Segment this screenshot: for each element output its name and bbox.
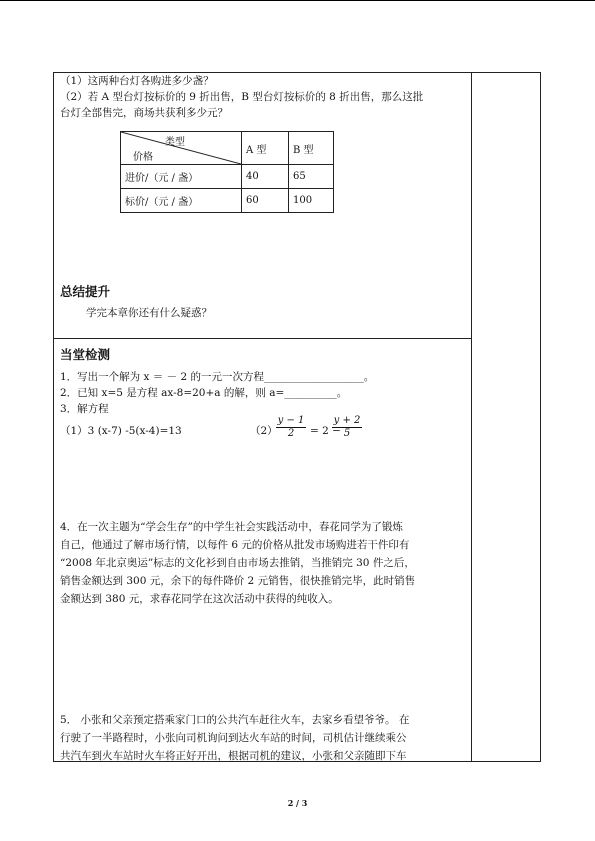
check-item-1: 1．写出一个解为 x ＝ － 2 的一元一次方程___________________。 (60, 371, 375, 383)
summary-heading: 总结提升 (60, 284, 111, 299)
header-rule (0, 0, 595, 1)
problem-5-line: 5． 小张和父亲预定搭乘家门口的公共汽车赶往火车，去家乡看望爷爷。 在 (60, 714, 410, 726)
question-2-line2: 台灯全部售完，商场共获利多少元？ (60, 107, 228, 119)
fraction-left-denominator: 2 (276, 427, 306, 439)
row-value-b: 100 (289, 189, 334, 213)
row-label: 进价/（元 / 盏） (121, 165, 242, 189)
header-type: 类型 (165, 137, 185, 148)
header-col-b: B 型 (289, 132, 334, 165)
notes-column-divider (471, 72, 472, 762)
check-item-2: 2．已知 x=5 是方程 ax-8=20+a 的解，则 a=__________。 (60, 387, 348, 399)
section-divider (53, 338, 471, 339)
table-row (121, 189, 334, 213)
check-item-3: 3．解方程 (60, 403, 109, 415)
table-header-row (121, 132, 334, 165)
check-heading: 当堂检测 (60, 347, 111, 362)
question-2-line1: （2）若 A 型台灯按标价的 9 折出售，B 型台灯按标价的 8 折出售，那么这批 (60, 91, 424, 103)
fraction-left-numerator: y − 1 (277, 415, 305, 426)
question-1: （1）这两种台灯各购进多少盏？ (60, 75, 214, 87)
equation-1: （1）3 (x-7) -5(x-4)=13 (60, 425, 182, 437)
summary-text: 学完本章你还有什么疑惑？ (86, 307, 212, 319)
problem-4-line: 4．在一次主题为“学会生存”的中学生社会实践活动中，春花同学为了锻炼 (60, 521, 403, 533)
row-value-a: 40 (242, 165, 289, 189)
equation-2-middle: = 2 − (310, 425, 341, 437)
fraction-left (276, 415, 306, 439)
equation-2-label: （2） (250, 425, 278, 437)
header-col-a: A 型 (242, 132, 289, 165)
header-price: 价格 (133, 152, 153, 163)
table-row (121, 165, 334, 189)
row-value-b: 65 (289, 165, 334, 189)
fraction-right-numerator: y + 2 (333, 415, 361, 426)
problem-4-line: 自己，他通过了解市场行情，以每件 6 元的价格从批发市场购进若干件印有 (60, 539, 410, 551)
row-value-a: 60 (242, 189, 289, 213)
problem-4-line: 销售金额达到 300 元，余下的每件降价 2 元销售，很快推销完毕，此时销售 (60, 575, 416, 587)
fraction-right-denominator: 5 (332, 427, 362, 439)
problem-5-line: 行驶了一半路程时，小张向司机询问到达火车站的时间，司机估计继续乘公 (60, 732, 407, 744)
problem-5-line: 共汽车到火车站时火车将正好开出，根据司机的建议，小张和父亲随即下车 (60, 750, 407, 762)
problem-4-line: “2008 年北京奥运”标志的文化衫到自由市场去推销，当推销完 30 件之后， (60, 557, 415, 569)
price-table (120, 131, 334, 213)
page-number: 2 / 3 (287, 798, 308, 808)
row-label: 标价/（元 / 盏） (121, 189, 242, 213)
table-corner-cell (121, 132, 242, 165)
fraction-right (332, 415, 362, 439)
problem-4-line: 金额达到 380 元，求春花同学在这次活动中获得的纯收入。 (60, 593, 339, 605)
